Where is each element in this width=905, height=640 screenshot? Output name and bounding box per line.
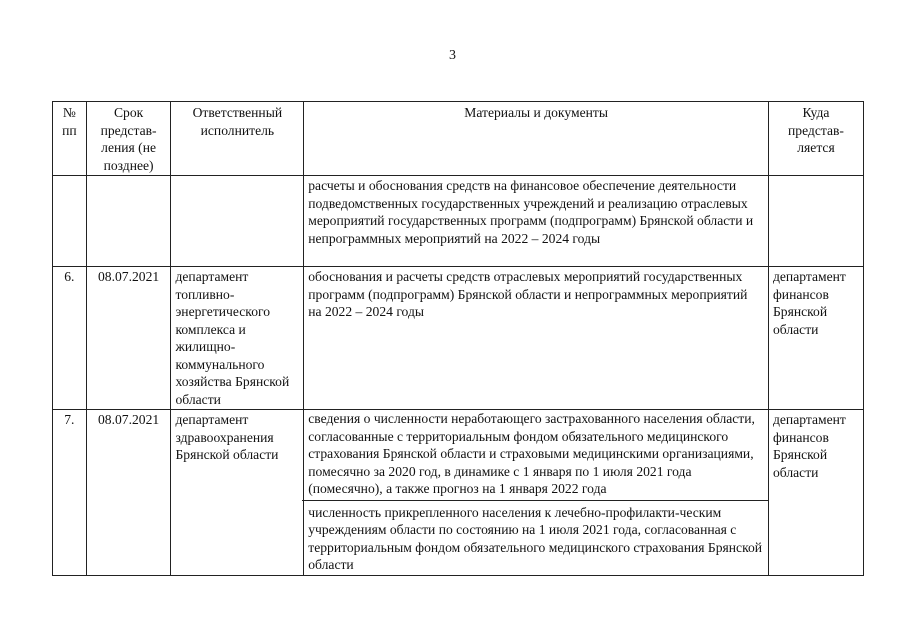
table-header-row	[53, 102, 864, 176]
row-executor	[171, 176, 304, 267]
table-row	[53, 410, 864, 576]
table-row	[53, 176, 864, 267]
materials-item-text: численность прикрепленного населения к лечебно-профилакти-ческим учреждениям области по состоянию на 1 июля 2021 года, согласованная с территориальным фондом обязательного медицинского страхования Брянской области	[308, 504, 763, 572]
materials-item: обоснования и расчеты средств отраслевых мероприятий государственных программ (подпрограмм) Брянской области и непрограммных мероприятий на 2022 – 2024 годы	[308, 269, 748, 319]
table-row	[53, 267, 864, 410]
row-deadline: 08.07.2021	[86, 410, 171, 576]
materials-item	[308, 501, 764, 574]
row-materials	[304, 267, 769, 410]
materials-item: расчеты и обоснования средств на финансовое обеспечение деятельности подведомственных государственных учреждений и реализацию отраслевых мероприятий государственных программ (подпрограмм) Брянской области и непрограммных мероприятий на 2022 – 2024 годы	[308, 178, 754, 246]
row-materials	[304, 410, 769, 576]
header-executor: Ответственный исполнитель	[171, 102, 304, 176]
page-number: 3	[449, 48, 456, 63]
documents-table	[52, 101, 864, 576]
row-deadline: 08.07.2021	[86, 267, 171, 410]
row-executor: департамент топливно-энергетического комплекса и жилищно-коммунального хозяйства Брянской области	[171, 267, 304, 410]
header-deadline: Срок представ-ления (не позднее)	[86, 102, 171, 176]
header-materials: Материалы и документы	[304, 102, 769, 176]
materials-item	[302, 410, 768, 501]
row-num: 7.	[53, 410, 87, 576]
row-materials	[304, 176, 769, 267]
header-num: № пп	[53, 102, 87, 176]
row-num: 6.	[53, 267, 87, 410]
row-destination	[768, 176, 863, 267]
row-num	[53, 176, 87, 267]
row-destination: департамент финансов Брянской области	[768, 267, 863, 410]
row-executor: департамент здравоохранения Брянской области	[171, 410, 304, 576]
row-destination: департамент финансов Брянской области	[768, 410, 863, 576]
header-destination: Куда представ-ляется	[768, 102, 863, 176]
materials-item-text: сведения о численности неработающего застрахованного населения области, согласованные с территориальным фондом обязательного медицинского страхования Брянской области и страховыми медицинскими организациями, помесячно за 2020 год, в динамике с 1 января по 1 июля 2021 года (помесячно), а также прогноз на 1 января 2022 года	[308, 411, 755, 496]
row-deadline	[86, 176, 171, 267]
